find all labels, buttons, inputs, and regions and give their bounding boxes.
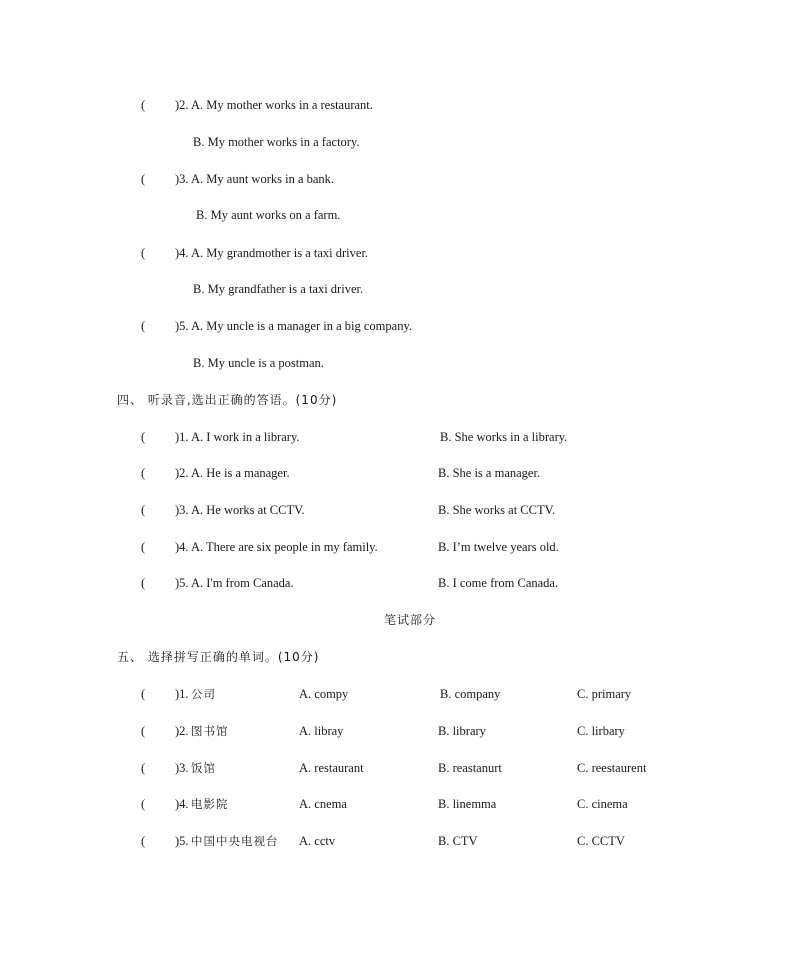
option-b: B. My grandfather is a taxi driver. [193, 282, 364, 296]
answer-paren[interactable]: ( [141, 430, 146, 444]
item-number: )1. [175, 687, 189, 701]
option-b: B. She is a manager. [438, 466, 541, 480]
option-b: B. My uncle is a postman. [193, 356, 324, 370]
answer-paren[interactable]: ( [141, 687, 146, 701]
item-number: )4. [175, 797, 189, 811]
item-number: )4. [175, 540, 189, 554]
section-heading: 四、 听录音,选出正确的答语。(10分) [117, 393, 338, 407]
option-b: B. library [438, 724, 486, 738]
option-a: A. cctv [299, 834, 336, 848]
item-number: )2. [175, 98, 189, 112]
option-a: A. restaurant [299, 761, 364, 775]
chinese-word: 公司 [191, 687, 216, 701]
option-a: A. My uncle is a manager in a big company. [191, 319, 413, 333]
section-heading: 五、 选择拼写正确的单词。(10分) [117, 650, 320, 664]
option-b: B. My mother works in a factory. [193, 135, 360, 149]
answer-paren[interactable]: ( [141, 797, 146, 811]
answer-paren[interactable]: ( [141, 466, 146, 480]
answer-paren[interactable]: ( [141, 576, 146, 590]
answer-paren[interactable]: ( [141, 246, 146, 260]
option-c: C. CCTV [577, 834, 625, 848]
option-a: A. libray [299, 724, 344, 738]
item-number: )2. [175, 466, 189, 480]
item-number: )2. [175, 724, 189, 738]
option-a: A. My grandmother is a taxi driver. [191, 246, 369, 260]
option-a: A. There are six people in my family. [191, 540, 378, 554]
option-c: C. primary [577, 687, 632, 701]
answer-paren[interactable]: ( [141, 761, 146, 775]
option-c: C. lirbary [577, 724, 625, 738]
option-a: A. He works at CCTV. [191, 503, 305, 517]
chinese-word: 中国中央电视台 [191, 834, 279, 848]
option-c: C. reestaurent [577, 761, 647, 775]
option-b: B. I’m twelve years old. [438, 540, 559, 554]
item-number: )4. [175, 246, 189, 260]
option-c: C. cinema [577, 797, 628, 811]
option-a: A. He is a manager. [191, 466, 290, 480]
option-a: A. My mother works in a restaurant. [191, 98, 373, 112]
option-b: B. She works in a library. [440, 430, 568, 444]
item-number: )5. [175, 576, 189, 590]
item-number: )1. [175, 430, 189, 444]
answer-paren[interactable]: ( [141, 834, 146, 848]
option-b: B. CTV [438, 834, 478, 848]
option-b: B. linemma [438, 797, 497, 811]
option-a: A. I work in a library. [191, 430, 300, 444]
answer-paren[interactable]: ( [141, 540, 146, 554]
option-b: B. I come from Canada. [438, 576, 559, 590]
item-number: )3. [175, 172, 189, 186]
option-b: B. My aunt works on a farm. [196, 208, 341, 222]
answer-paren[interactable]: ( [141, 172, 146, 186]
option-a: A. I'm from Canada. [191, 576, 294, 590]
option-a: A. compy [299, 687, 349, 701]
chinese-word: 饭馆 [191, 761, 216, 775]
option-a: A. My aunt works in a bank. [191, 172, 335, 186]
option-b: B. She works at CCTV. [438, 503, 556, 517]
answer-paren[interactable]: ( [141, 319, 146, 333]
item-number: )5. [175, 319, 189, 333]
written-part-title: 笔试部分 [384, 613, 437, 627]
option-b: B. reastanurt [438, 761, 502, 775]
chinese-word: 电影院 [191, 797, 229, 811]
item-number: )5. [175, 834, 189, 848]
item-number: )3. [175, 761, 189, 775]
answer-paren[interactable]: ( [141, 724, 146, 738]
option-b: B. company [440, 687, 501, 701]
item-number: )3. [175, 503, 189, 517]
answer-paren[interactable]: ( [141, 98, 146, 112]
answer-paren[interactable]: ( [141, 503, 146, 517]
option-a: A. cnema [299, 797, 347, 811]
chinese-word: 图书馆 [191, 724, 229, 738]
